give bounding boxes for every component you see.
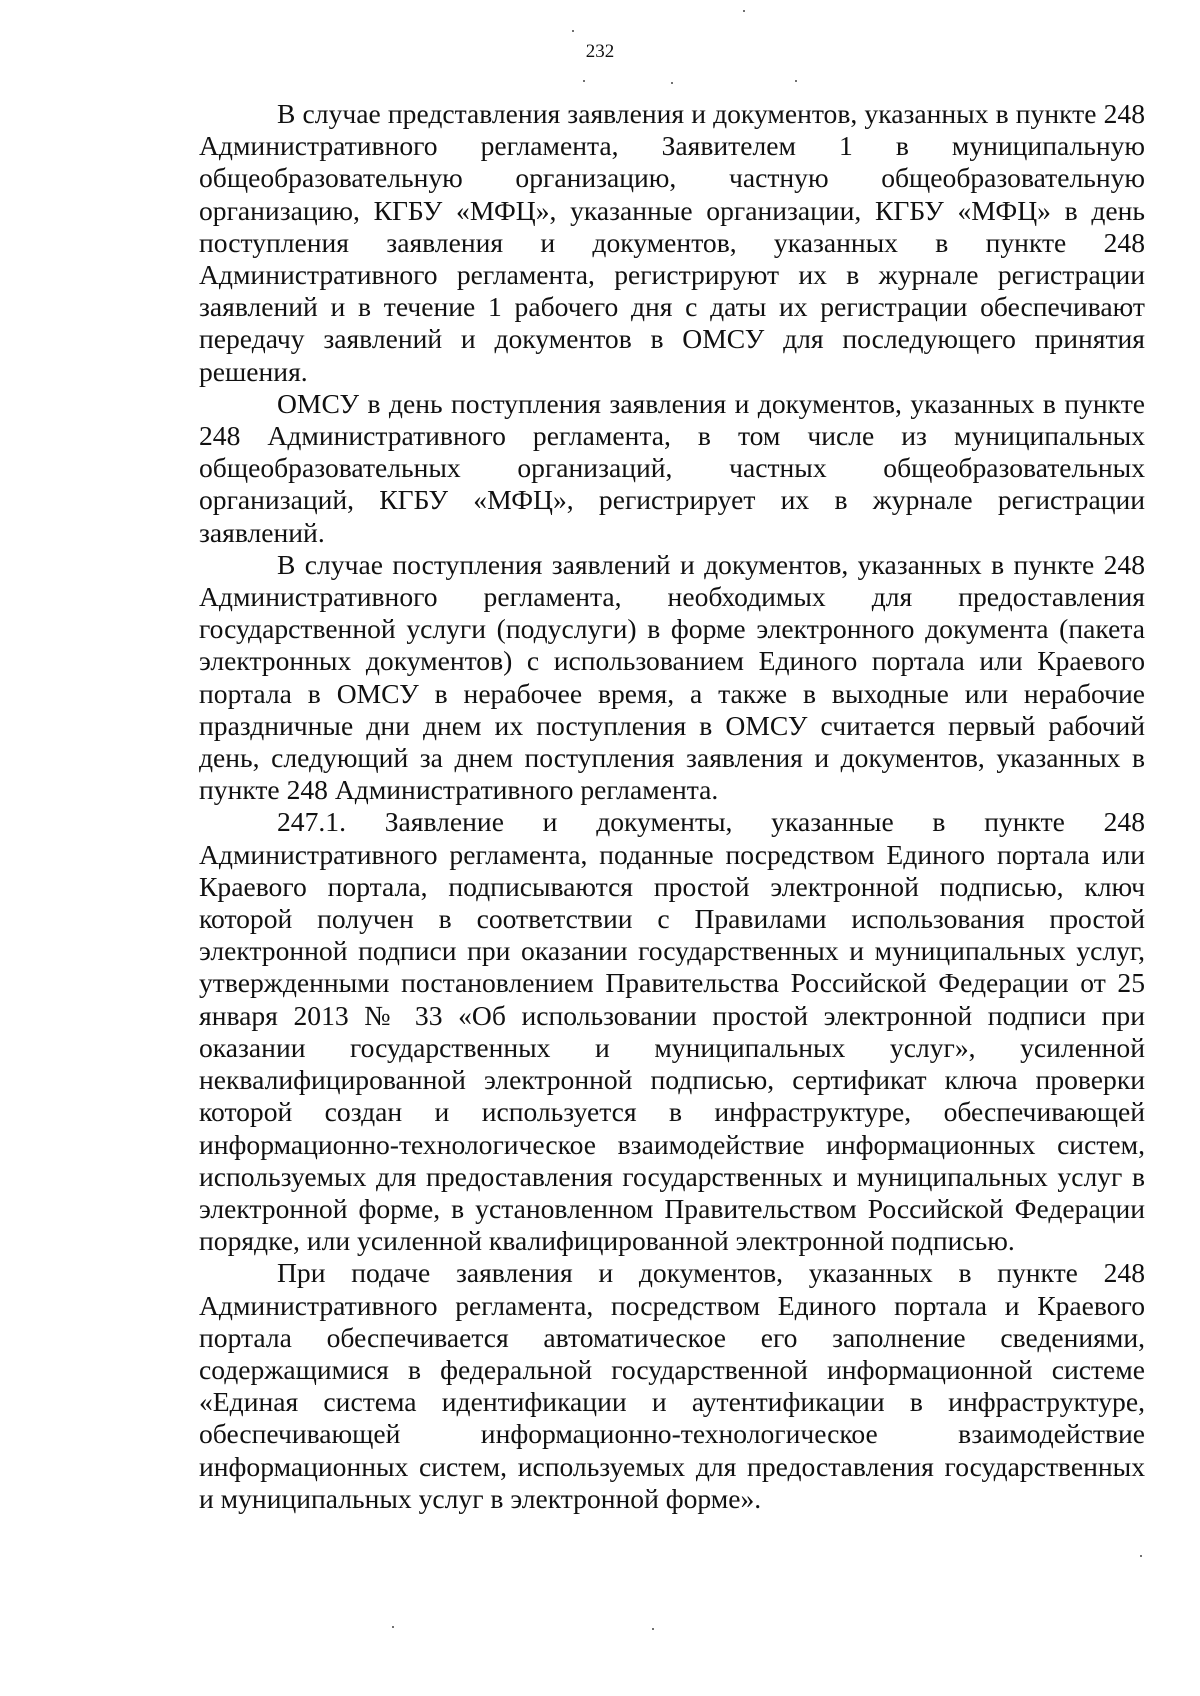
scan-speck	[583, 80, 585, 82]
scan-speck	[1140, 1555, 1142, 1557]
document-body	[199, 98, 1145, 1515]
paragraph-registration: В случае представления заявления и документов, указанных в пункте 248 Административного регламента, Заявителем 1 в муниципальную общеобразовательную организацию, частную общеобразовательную организацию, КГБУ «МФЦ», указанные организации, КГБУ «МФЦ» в день поступления заявления и документов, указанных в пункте 248 Административного регламента, регистрируют их в журнале регистрации заявлений и в течение 1 рабочего дня с даты их регистрации обеспечивают передачу заявлений и документов в ОМСУ для последующего принятия решения.	[199, 98, 1145, 387]
scan-speck	[795, 80, 797, 82]
page-number: 232	[585, 41, 615, 62]
paragraph-nonworking-time: В случае поступления заявлений и документов, указанных в пункте 248 Административного регламента, необходимых для предоставления государственной услуги (подуслуги) в форме электронного документа (пакета электронных документов) с использованием Единого портала или Краевого портала в ОМСУ в нерабочее время, а также в выходные или нерабочие праздничные дни днем их поступления в ОМСУ считается первый рабочий день, следующий за днем поступления заявления и документов, указанных в пункте 248 Административного регламента.	[199, 548, 1145, 806]
paragraph-omsu-registration: ОМСУ в день поступления заявления и документов, указанных в пункте 248 Административного регламента, в том числе из муниципальных общеобразовательных организаций, частных общеобразовательных организаций, КГБУ «МФЦ», регистрирует их в журнале регистрации заявлений.	[199, 387, 1145, 548]
paragraph-247-1-signature: 247.1. Заявление и документы, указанные в пункте 248 Административного регламента, поданные посредством Единого портала или Краевого портала, подписываются простой электронной подписью, ключ которой получен в соответствии с Правилами использования простой электронной подписи при оказании государственных и муниципальных услуг, утвержденными постановлением Правительства Российской Федерации от 25 января 2013 № 33 «Об использовании простой электронной подписи при оказании государственных и муниципальных услуг», усиленной неквалифицированной электронной подписью, сертификат ключа проверки которой создан и используется в инфраструктуре, обеспечивающей информационно-технологическое взаимодействие информационных систем, используемых для предоставления государственных и муниципальных услуг в электронной форме, в установленном Правительством Российской Федерации порядке, или усиленной квалифицированной электронной подписью.	[199, 806, 1145, 1257]
paragraph-esia-autofill: При подаче заявления и документов, указанных в пункте 248 Административного регламента, посредством Единого портала и Краевого портала обеспечивается автоматическое его заполнение сведениями, содержащимися в федеральной государственной информационной системе «Единая система идентификации и аутентификации в инфраструктуре, обеспечивающей информационно-технологическое взаимодействие информационных систем, используемых для предоставления государственных и муниципальных услуг в электронной форме».	[199, 1257, 1145, 1514]
scan-speck	[743, 10, 745, 12]
scan-speck	[652, 1628, 654, 1630]
scan-speck	[572, 30, 574, 32]
scan-speck	[671, 82, 673, 84]
scan-speck	[392, 1626, 394, 1628]
